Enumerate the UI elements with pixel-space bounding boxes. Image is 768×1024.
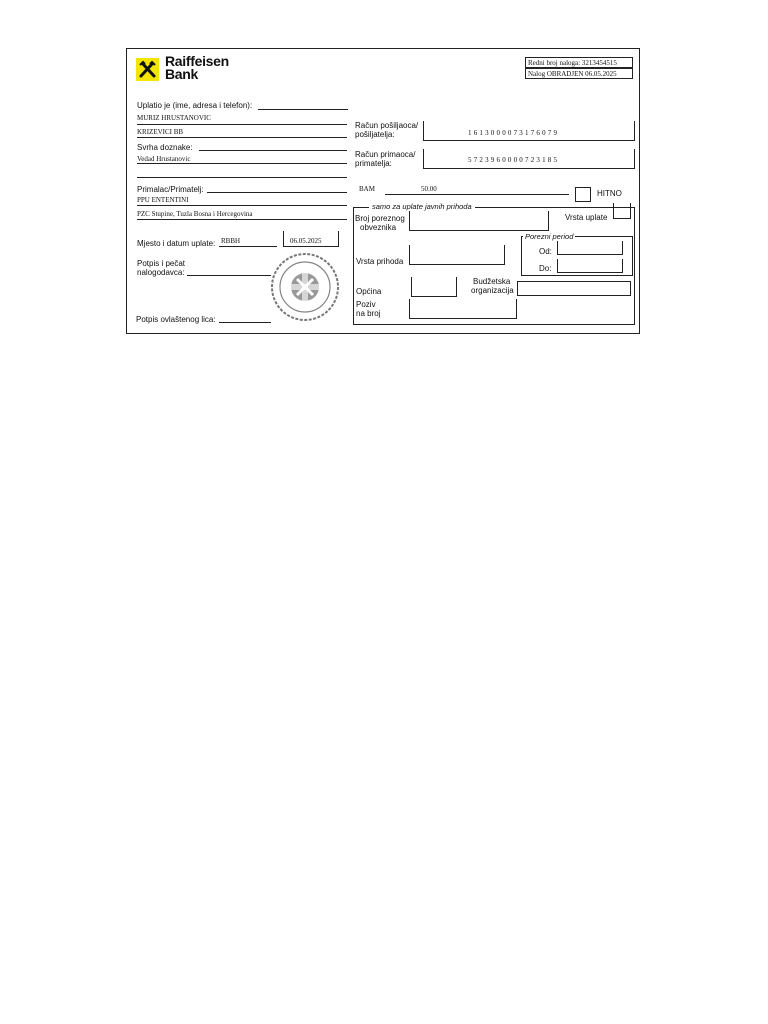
- authorized-signature-label: Potpis ovlaštenog lica:: [136, 315, 216, 324]
- purpose-label-line: [199, 150, 347, 151]
- reference-field[interactable]: [409, 299, 517, 319]
- payer-address-line: [137, 137, 347, 138]
- order-status-box: [525, 68, 633, 79]
- revenue-type-label: Vrsta prihoda: [356, 257, 404, 266]
- taxpayer-id-label-line2: obveznika: [360, 223, 397, 232]
- sender-account-label-line2: pošiljatelja:: [355, 130, 395, 139]
- urgent-label: HITNO: [597, 189, 622, 198]
- budget-org-label-line1: Budžetska: [473, 277, 511, 286]
- payment-order-form: [126, 48, 640, 334]
- public-revenue-title: samo za uplate javnih prihoda: [369, 202, 475, 211]
- payer-address: KRIZEVICI BB: [137, 128, 184, 136]
- place-line: [219, 246, 277, 247]
- bank-name: [165, 55, 229, 81]
- revenue-type-field[interactable]: [409, 245, 505, 265]
- bank-name-line1: Raiffeisen: [165, 53, 229, 69]
- municipality-field[interactable]: [411, 277, 457, 297]
- payer-signature-label-line1: Potpis i pečat: [137, 259, 186, 268]
- raiffeisen-logo-icon: [136, 58, 159, 81]
- order-number-box: [525, 57, 633, 68]
- taxpayer-id-field[interactable]: [409, 211, 549, 231]
- recipient-account-label-line2: primatelja:: [355, 159, 392, 168]
- tax-period-to-label: Do:: [539, 264, 552, 273]
- order-number-text: Redni broj naloga: 3213454515: [528, 59, 617, 67]
- payment-type-label: Vrsta uplate: [565, 213, 608, 222]
- currency: BAM: [359, 185, 375, 193]
- reference-label-line1: Poziv: [356, 300, 376, 309]
- bank-stamp-icon: [269, 251, 341, 323]
- payer-label-line: [258, 109, 348, 110]
- recipient-label-line: [207, 192, 347, 193]
- budget-org-field[interactable]: [517, 281, 631, 296]
- order-status-text: Nalog OBRADJEN 06.05.2025: [528, 70, 617, 78]
- purpose-label: Svrha doznake:: [137, 143, 193, 152]
- payer-label: Uplatio je (ime, adresa i telefon):: [137, 101, 253, 110]
- purpose-value-line: [137, 163, 347, 164]
- recipient-label: Primalac/Primatelj:: [137, 185, 204, 194]
- bank-name-line2: Bank: [165, 66, 199, 82]
- budget-org-label-line2: organizacija: [471, 286, 514, 295]
- payer-signature-label-line2: nalogodavca:: [137, 268, 185, 277]
- tax-period-from-label: Od:: [539, 247, 552, 256]
- payer-name-line: [137, 124, 347, 125]
- authorized-signature-line: [219, 322, 271, 323]
- amount-line: [385, 194, 569, 195]
- recipient-name-line: [137, 205, 347, 206]
- place-date-label: Mjesto i datum uplate:: [137, 239, 216, 248]
- payment-type-field[interactable]: [613, 203, 631, 219]
- tax-period-to-field[interactable]: [557, 259, 623, 273]
- purpose-value: Vedad Hrustanovic: [137, 155, 191, 163]
- urgent-checkbox[interactable]: [575, 187, 591, 202]
- recipient-account-label-line1: Račun primaoca/: [355, 150, 416, 159]
- taxpayer-id-label-line1: Broj poreznog: [355, 214, 405, 223]
- payer-name: MURIZ HRUSTANOVIC: [137, 114, 211, 122]
- reference-label-line2: na broj: [356, 309, 381, 318]
- payer-signature-line: [187, 275, 271, 276]
- recipient-address-line: [137, 219, 347, 220]
- date-value: 06.05.2025: [290, 237, 322, 245]
- tax-period-title: Porezni period: [525, 232, 574, 241]
- place-value: RBBH: [221, 237, 241, 245]
- amount-value: 50.00: [421, 185, 437, 193]
- recipient-account-number: 5723960000723185: [468, 156, 560, 164]
- municipality-label: Općina: [356, 287, 382, 296]
- recipient-name: PPU ENTENTINI: [137, 196, 189, 204]
- sender-account-number: 1613000073176079: [468, 129, 560, 137]
- recipient-address: PZC Stupine, Tuzla Bosna i Hercegovina: [137, 210, 253, 218]
- tax-period-from-field[interactable]: [557, 241, 623, 255]
- sender-account-label-line1: Račun pošiljaoca/: [355, 121, 419, 130]
- purpose-extra-line: [137, 177, 347, 178]
